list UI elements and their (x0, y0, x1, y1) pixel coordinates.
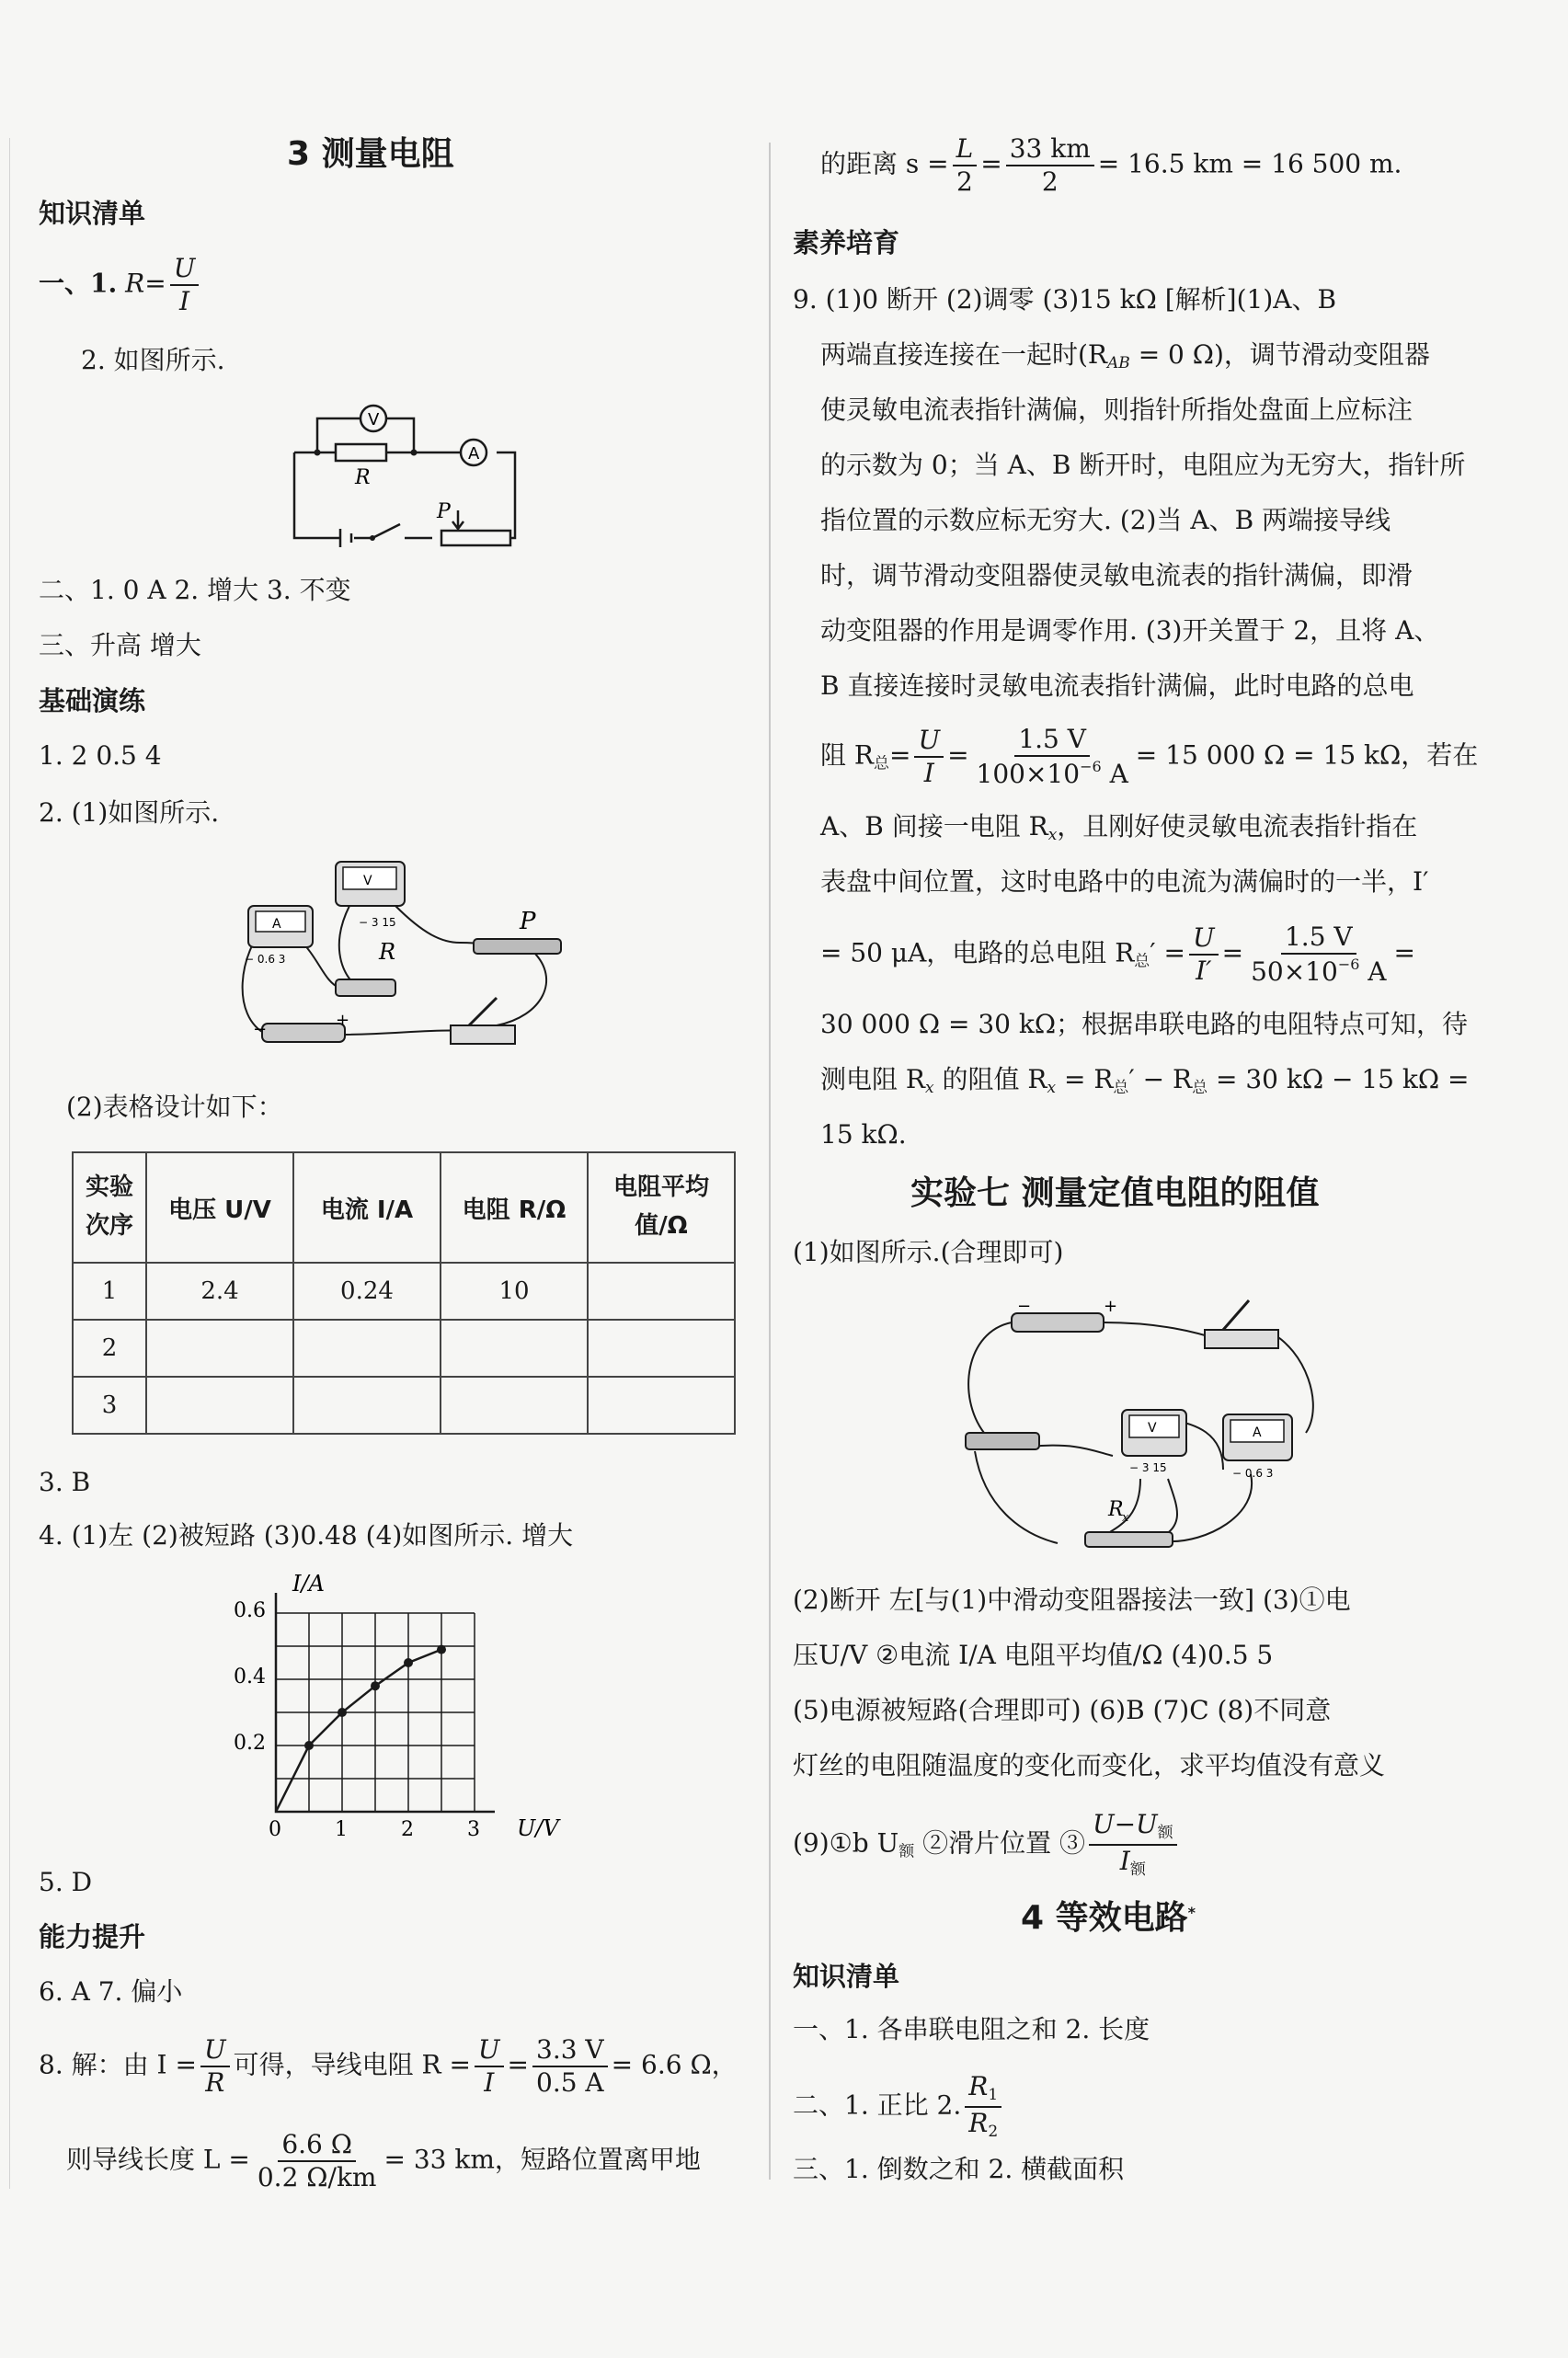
data-point (404, 1658, 413, 1667)
denominator: I (484, 2067, 495, 2098)
text: 4 等效电路 (1021, 1899, 1188, 1937)
answer-9-line2 (820, 339, 1430, 372)
voltmeter-terminals: − 3 15 (359, 916, 396, 929)
cell (588, 1377, 735, 1434)
text: = 50 μA，电路的总电阻 R (820, 937, 1135, 968)
table-row (73, 1377, 735, 1434)
answer-9-line6: 时，调节滑动变阻器使灵敏电流表的指针满偏，即滑 (820, 560, 1413, 590)
text: 可得，导线电阻 R = (233, 2049, 471, 2080)
equals: = (144, 268, 166, 299)
switch-device (451, 998, 515, 1044)
numerator: 1.5 V (1014, 727, 1090, 757)
text: 二、1. 正比 2. (793, 2089, 962, 2121)
denominator (1247, 955, 1390, 985)
fraction (965, 2071, 1001, 2141)
fraction (953, 133, 978, 197)
subscript: AB (1107, 354, 1130, 372)
slider-label: P (520, 908, 536, 935)
denominator (973, 757, 1132, 787)
fraction (1189, 922, 1219, 986)
circuit-schematic-1 (285, 391, 533, 556)
table-row (73, 1320, 735, 1377)
x-tick-2: 2 (401, 1818, 414, 1841)
resistor-label: R (1108, 1498, 1124, 1521)
graph-grid (276, 1613, 475, 1812)
table-intro: (2)表格设计如下： (66, 1092, 283, 1122)
label-P: P (437, 500, 451, 523)
subscript: 总 (1113, 1079, 1129, 1097)
cell (146, 1320, 293, 1377)
denominator: 2 (956, 166, 973, 197)
x-tick-1: 1 (335, 1818, 348, 1841)
text: A (1359, 956, 1387, 987)
text: = 16.5 km = 16 500 m. (1097, 148, 1402, 179)
denominator: 0.2 Ω/km (257, 2162, 377, 2192)
text: 100×10 (976, 759, 1081, 789)
experiment-answer-1: (1)如图所示.(合理即可) (793, 1237, 1064, 1267)
text: = 33 km，短路位置离甲地 (383, 2144, 701, 2175)
text: 的距离 s = (820, 148, 949, 179)
left-margin-line (9, 138, 10, 2189)
answer-9-line1: 9. (1)0 断开 (2)调零 (3)15 kΩ [解析](1)A、B (793, 284, 1337, 315)
resistor-subscript: x (1122, 1511, 1129, 1525)
fraction (475, 2034, 504, 2098)
heading-knowledge-list-2: 知识清单 (793, 1961, 900, 1992)
subscript: 总 (1134, 952, 1150, 971)
cell (293, 1320, 441, 1377)
numerator: 1.5 V (1281, 924, 1356, 955)
section-title-equivalent-circuit (1021, 1899, 1196, 1937)
denominator (965, 2108, 1001, 2140)
numerator (965, 2071, 1001, 2108)
text: U−U (1093, 1809, 1158, 1839)
subscript: 总 (1192, 1079, 1208, 1097)
text: ②滑片位置 ③ (914, 1827, 1085, 1859)
text: ′ − R (1128, 1064, 1193, 1094)
answer-section-3: 三、升高 增大 (39, 630, 201, 660)
subscript: x (924, 1079, 934, 1097)
heading-knowledge-list: 知识清单 (39, 198, 146, 229)
denominator: I′ (1196, 956, 1212, 986)
text: R (968, 2071, 989, 2101)
denominator (1116, 1846, 1150, 1878)
answer-9-line13: 30 000 Ω = 30 kΩ；根据串联电路的电阻特点可知，待 (820, 1009, 1469, 1039)
data-point (304, 1741, 314, 1750)
answer-9-line4: 的示数为 0；当 A、B 断开时，电阻应为无穷大，指针所 (820, 450, 1466, 480)
experiment-7-title: 实验七 测量定值电阻的阻值 (910, 1174, 1320, 1212)
item-number: 一、1. (39, 268, 118, 299)
y-tick-0.2: 0.2 (234, 1732, 266, 1755)
cell: 3 (73, 1377, 146, 1434)
label-V: V (368, 410, 380, 429)
data-table (72, 1151, 736, 1435)
denominator: 0.5 A (536, 2067, 604, 2098)
denominator: I (178, 286, 190, 316)
text: = (507, 2049, 529, 2080)
fraction (532, 2034, 608, 2098)
table-header-row (73, 1152, 735, 1263)
resistor-device (336, 939, 395, 996)
rheostat-symbol (441, 531, 510, 545)
text: 8. 解：由 I = (39, 2049, 197, 2080)
numerator: U (200, 2037, 230, 2067)
iu-graph (221, 1571, 570, 1847)
voltmeter-terminals: − 3 15 (1129, 1461, 1167, 1474)
ammeter-device (1223, 1414, 1292, 1480)
answer-9-line10 (820, 811, 1418, 844)
battery-device (1012, 1297, 1117, 1332)
answer-9-line15: 15 kΩ. (820, 1119, 907, 1150)
experiment-answer-2: (2)断开 左[与(1)中滑动变阻器接法一致] (3)①电 (793, 1585, 1351, 1615)
numerator (1089, 1809, 1177, 1846)
text: = (947, 739, 969, 771)
numerator: 3.3 V (532, 2037, 608, 2067)
practice-answer-4: 4. (1)左 (2)被短路 (3)0.48 (4)如图所示. 增大 (39, 1520, 574, 1551)
answer-9-line12 (820, 921, 1415, 987)
header-trial: 实验 次序 (73, 1152, 146, 1263)
numerator: L (953, 136, 978, 166)
column-divider (769, 143, 771, 2180)
heading-literacy: 素养培育 (793, 227, 900, 258)
text: I (1119, 1846, 1130, 1876)
denominator: 2 (1041, 166, 1059, 197)
cell (441, 1377, 588, 1434)
ammeter-terminals: − 0.6 3 (245, 953, 286, 966)
data-point (371, 1681, 380, 1690)
cell: 10 (441, 1263, 588, 1320)
header-resistance: 电阻 R/Ω (441, 1152, 588, 1263)
header-avg-resistance: 电阻平均 值/Ω (588, 1152, 735, 1263)
voltmeter-label: V (363, 874, 372, 888)
battery-symbol (340, 529, 351, 547)
text: = (980, 148, 1002, 179)
numerator: U (475, 2037, 504, 2067)
subscript: x (1047, 1079, 1057, 1097)
text: = 15 000 Ω = 15 kΩ，若在 (1135, 739, 1479, 771)
battery-plus: + (1104, 1297, 1118, 1316)
x-tick-3: 3 (467, 1818, 480, 1841)
voltmeter-label: V (1148, 1421, 1157, 1436)
subscript: 额 (1157, 1824, 1173, 1842)
text: 测电阻 R (820, 1064, 925, 1094)
answer-9-line9 (820, 724, 1479, 789)
circuit-photo-diagram-2 (221, 851, 589, 1067)
practice-answer-2: 2. (1)如图所示. (39, 797, 220, 828)
text: R (968, 2108, 989, 2138)
voltmeter-device (336, 862, 405, 929)
subscript: 总 (873, 754, 889, 773)
denominator: R (205, 2067, 225, 2098)
fraction (254, 2129, 381, 2192)
numerator: U (914, 727, 944, 758)
voltmeter-device (1122, 1410, 1186, 1474)
battery-plus: + (336, 1011, 350, 1030)
text: (9)①b U (793, 1827, 899, 1859)
header-current: 电流 I/A (293, 1152, 441, 1263)
knowledge-answer-1: 一、1. 各串联电阻之和 2. 长度 (793, 2014, 1150, 2044)
y-tick-0.4: 0.4 (234, 1665, 266, 1688)
battery-minus: − (1017, 1297, 1032, 1316)
fraction-u-over-i (170, 253, 200, 316)
star: * (1187, 1904, 1196, 1921)
cell (441, 1320, 588, 1377)
battery-device (253, 1011, 349, 1042)
ammeter-terminals: − 0.6 3 (1232, 1467, 1274, 1480)
cell (293, 1377, 441, 1434)
answer-9-line8: B 直接连接时灵敏电流表指针满偏，此时电路的总电 (820, 670, 1414, 701)
y-tick-0.6: 0.6 (234, 1599, 266, 1622)
data-point (338, 1708, 347, 1717)
experiment-answer-6 (793, 1809, 1181, 1879)
y-axis-label: I/A (292, 1571, 325, 1597)
text: = (1221, 937, 1244, 968)
fraction (200, 2034, 230, 2098)
iu-curve (276, 1650, 441, 1812)
cell: 0.24 (293, 1263, 441, 1320)
text: 两端直接连接在一起时(R (820, 339, 1108, 370)
resistor-label: R (379, 939, 396, 965)
heading-basic-practice: 基础演练 (39, 685, 146, 716)
subscript: 额 (898, 1842, 915, 1861)
text: = 30 kΩ − 15 kΩ = (1207, 1064, 1470, 1094)
answer-9-line5: 指位置的示数应标无穷大. (2)当 A、B 两端接导线 (820, 505, 1391, 535)
text: 则导线长度 L = (66, 2144, 250, 2175)
text: ，且刚好使灵敏电流表指针指在 (1057, 811, 1418, 841)
ammeter-label: A (272, 917, 281, 932)
data-point (437, 1645, 446, 1654)
numerator: 33 km (1006, 136, 1094, 166)
fraction (1247, 921, 1390, 987)
numerator: U (1189, 925, 1219, 956)
ammeter-device (245, 906, 313, 966)
knowledge-answer-2 (793, 2071, 1005, 2141)
subscript: 2 (988, 2123, 999, 2141)
cell: 1 (73, 1263, 146, 1320)
numerator: 6.6 Ω (278, 2132, 356, 2162)
text: 的阻值 R (933, 1064, 1047, 1094)
table-row (73, 1263, 735, 1320)
practice-answer-1: 1. 2 0.5 4 (39, 740, 162, 771)
text: A (1101, 759, 1128, 789)
answer-1-formula (39, 253, 202, 316)
numerator: U (170, 256, 200, 286)
rheostat-device (474, 908, 561, 954)
fraction (973, 724, 1132, 789)
practice-answer-5: 5. D (39, 1867, 93, 1897)
circuit-photo-diagram-3 (956, 1295, 1333, 1562)
x-tick-0: 0 (269, 1818, 281, 1841)
text: = (888, 739, 911, 771)
experiment-answer-3: 压U/V ②电流 I/A 电阻平均值/Ω (4)0.5 5 (793, 1640, 1274, 1670)
heading-ability-improvement: 能力提升 (39, 1921, 146, 1952)
header-voltage: 电压 U/V (146, 1152, 293, 1263)
knowledge-answer-3: 三、1. 倒数之和 2. 横截面积 (793, 2154, 1125, 2184)
answer-9-line3: 使灵敏电流表指针满偏，则指针所指处盘面上应标注 (820, 395, 1413, 425)
resistor-device (1085, 1498, 1173, 1547)
experiment-answer-5: 灯丝的电阻随温度的变化而变化，求平均值没有意义 (793, 1750, 1386, 1780)
cell: 2 (73, 1320, 146, 1377)
text: = 0 Ω)，调节滑动变阻器 (1129, 339, 1430, 370)
section-title-measure-resistance: 3 测量电阻 (287, 135, 454, 173)
denominator: I (923, 758, 934, 788)
answer-9-line11: 表盘中间位置，这时电路中的电流为满偏时的一半，I′ (820, 866, 1429, 897)
answer-9-line7: 动变阻器的作用是调零作用. (3)开关置于 2，且将 A、 (820, 615, 1440, 646)
ability-answer-8-line2 (66, 2129, 701, 2192)
fraction (1089, 1809, 1177, 1879)
subscript: x (1047, 826, 1058, 844)
ammeter-label: A (1253, 1425, 1262, 1440)
cell (588, 1320, 735, 1377)
text: = R (1056, 1064, 1114, 1094)
cell (588, 1263, 735, 1320)
ability-answer-6-7: 6. A 7. 偏小 (39, 1976, 183, 2007)
var-R: R (125, 268, 145, 299)
resistor-R (336, 444, 386, 461)
fraction (1006, 133, 1094, 197)
label-R: R (355, 466, 371, 489)
text: A、B 间接一电阻 R (820, 811, 1048, 841)
text: 阻 R (820, 739, 874, 771)
fraction (914, 727, 944, 786)
cell (146, 1377, 293, 1434)
answer-8-line3 (820, 133, 1402, 197)
answer-section-2: 二、1. 0 A 2. 增大 3. 不变 (39, 575, 351, 605)
switch-symbol (372, 524, 400, 538)
experiment-answer-4: (5)电源被短路(合理即可) (6)B (7)C (8)不同意 (793, 1695, 1332, 1725)
superscript: −6 (1080, 758, 1102, 775)
text: ′ = (1150, 937, 1186, 968)
label-A: A (468, 444, 480, 464)
ability-answer-8-line1 (39, 2034, 738, 2098)
text: = (1393, 937, 1415, 968)
superscript: −6 (1337, 956, 1360, 973)
rheostat-device (966, 1433, 1039, 1449)
x-axis-label: U/V (517, 1815, 559, 1841)
battery-minus: − (253, 1020, 268, 1039)
text: = 6.6 Ω， (611, 2049, 738, 2080)
answer-2-text: 2. 如图所示. (81, 345, 225, 375)
subscript: 额 (1129, 1860, 1146, 1879)
switch-device (1205, 1300, 1278, 1348)
practice-answer-3: 3. B (39, 1467, 91, 1497)
answer-9-line14 (820, 1064, 1470, 1097)
text: 50×10 (1251, 956, 1338, 987)
subscript: 1 (988, 2086, 999, 2104)
cell: 2.4 (146, 1263, 293, 1320)
